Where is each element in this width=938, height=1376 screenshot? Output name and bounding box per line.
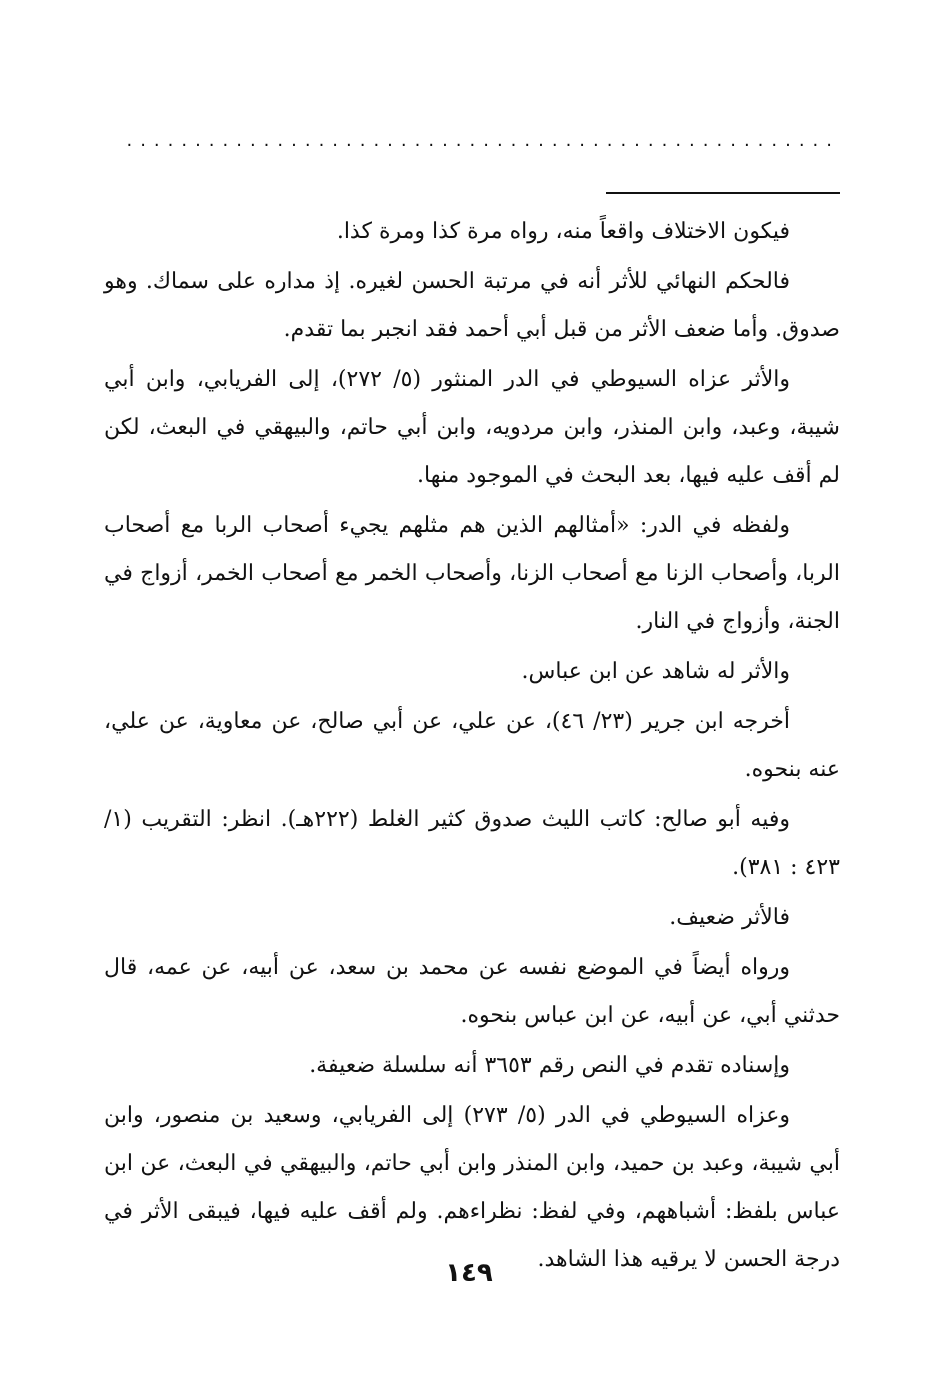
separator-dots: ....................................................	[126, 130, 840, 150]
paragraph-5: والأثر له شاهد عن ابن عباس.	[521, 659, 790, 684]
paragraph-3: والأثر عزاه السيوطي في الدر المنثور (٥/ ٢٧٢)، إلى الفريابي، وابن أبي شيبة، وعبد، وابن المنذر، وابن مردويه، وابن أبي حاتم، والبيهقي في البعث، لكن لم أقف عليه فيها، بعد البحث في الموجود منها.	[104, 367, 840, 488]
paragraph-2: فالحكم النهائي للأثر أنه في مرتبة الحسن لغيره. إذ مداره على سماك. وهو صدوق. وأما ضعف الأثر من قبل أبي أحمد فقد انجبر بما تقدم.	[104, 269, 840, 342]
paragraph-8: فالأثر ضعيف.	[669, 905, 790, 930]
paragraph-10: وإسناده تقدم في النص رقم ٣٦٥٣ أنه سلسلة ضعيفة.	[309, 1053, 790, 1078]
page-number: ١٤٩	[445, 1258, 493, 1288]
paragraph-7: وفيه أبو صالح: كاتب الليث صدوق كثير الغلط (٢٢٢هـ). انظر: التقريب (١/ ٤٢٣ : ٣٨١).	[104, 807, 840, 880]
page-body	[104, 208, 840, 1286]
paragraph-4: ولفظه في الدر: «أمثالهم الذين هم مثلهم يجيء أصحاب الربا مع أصحاب الربا، وأصحاب الزنا مع أصحاب الزنا، وأصحاب الخمر مع أصحاب الخمر، أزواج في الجنة، وأزواج في النار.	[104, 513, 840, 634]
paragraph-9: ورواه أيضاً في الموضع نفسه عن محمد بن سعد، عن أبيه، عن عمه، قال حدثني أبي، عن أبيه، عن ابن عباس بنحوه.	[104, 955, 840, 1028]
paragraph-6: أخرجه ابن جرير (٢٣/ ٤٦)، عن علي، عن أبي صالح، عن معاوية، عن علي، عنه بنحوه.	[104, 709, 840, 782]
paragraph-11: وعزاه السيوطي في الدر (٥/ ٢٧٣) إلى الفريابي، وسعيد بن منصور، وابن أبي شيبة، وعبد بن حميد، وابن المنذر وابن أبي حاتم، والبيهقي في البعث، عن ابن عباس بلفظ: أشباههم، وفي لفظ: نظراءهم. ولم أقف عليه فيها، فيبقى الأثر في درجة الحسن لا يرقيه هذا الشاهد.	[104, 1103, 840, 1272]
footnote-rule	[606, 192, 840, 194]
paragraph-1: فيكون الاختلاف واقعاً منه، رواه مرة كذا ومرة كذا.	[336, 219, 790, 244]
